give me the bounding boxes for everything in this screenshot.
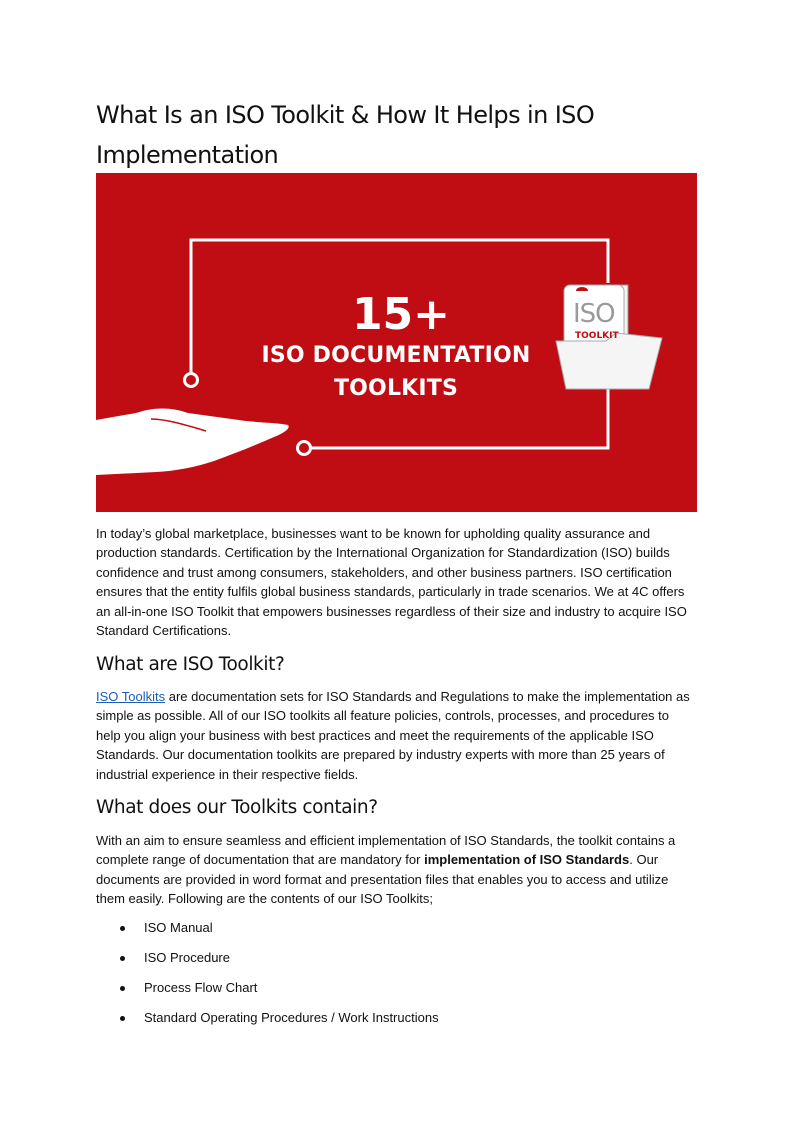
iso-toolkits-link[interactable]: ISO Toolkits — [96, 689, 166, 704]
hand-icon — [96, 409, 289, 476]
section2-body-bold: implementation of ISO Standards — [424, 852, 630, 868]
toolkit-banner-image — [96, 173, 697, 512]
list-item — [96, 1008, 697, 1038]
folder-toolkit-label: TOOLKIT — [575, 331, 619, 341]
section-heading-contents: What does our Toolkits contain? — [96, 797, 378, 818]
bullet-icon — [120, 956, 125, 961]
list-item-label: ISO Procedure — [144, 950, 230, 965]
list-item-label: Standard Operating Procedures / Work Instructions — [144, 1010, 439, 1025]
section1-paragraph — [96, 687, 697, 784]
banner-line-1: ISO DOCUMENTATION — [261, 343, 531, 368]
bullet-icon — [120, 986, 125, 991]
list-item-label: Process Flow Chart — [144, 980, 258, 995]
list-item — [96, 978, 697, 1008]
bullet-icon — [120, 1016, 125, 1021]
list-item — [96, 918, 697, 948]
folder-iso-label: ISO — [573, 299, 615, 329]
section-heading-what-are: What are ISO Toolkit? — [96, 654, 285, 675]
page-title: What Is an ISO Toolkit & How It Helps in ISO Implementation — [96, 101, 595, 169]
list-item-label: ISO Manual — [144, 920, 213, 935]
banner-count: 15+ — [351, 289, 451, 340]
section2-body-after: . Our documents are provided in word format and presentation files that enables you to access and utilize them easily. Following are the contents of our ISO Toolkits; — [96, 852, 669, 907]
banner-frame-node-left — [185, 374, 198, 387]
banner-line-2: TOOLKITS — [333, 376, 459, 401]
section2-body-before: With an aim to ensure seamless and efficient implementation of ISO Standards, the toolkit contains a complete range of documentation that are mandatory for — [96, 833, 676, 868]
toolkit-contents-list — [96, 918, 697, 1038]
section1-body: are documentation sets for ISO Standards and Regulations to make the implementation as simple as possible. All of our ISO toolkits all feature policies, controls, processes, and procedures to help you align your business with best practices and meet the requirements of the applicable ISO Standards. Our documentation toolkits are prepared by industry experts with more than 25 years of industrial experience in their respective fields. — [96, 689, 690, 782]
banner-frame-node-bottom — [298, 442, 311, 455]
bullet-icon — [120, 926, 125, 931]
section2-paragraph — [96, 831, 697, 909]
intro-paragraph: In today’s global marketplace, businesses want to be known for upholding quality assurance and production standards. Certification by the International Organization for Standardization (ISO) builds confidence and trust among consumers, stakeholders, and other business partners. ISO certification ensures that the entity fulfils global business standards, particularly in trade scenarios. We at 4C offers an all-in-one ISO Toolkit that empowers businesses regardless of their size and industry to acquire ISO Standard Certifications. — [96, 526, 687, 639]
list-item — [96, 948, 697, 978]
